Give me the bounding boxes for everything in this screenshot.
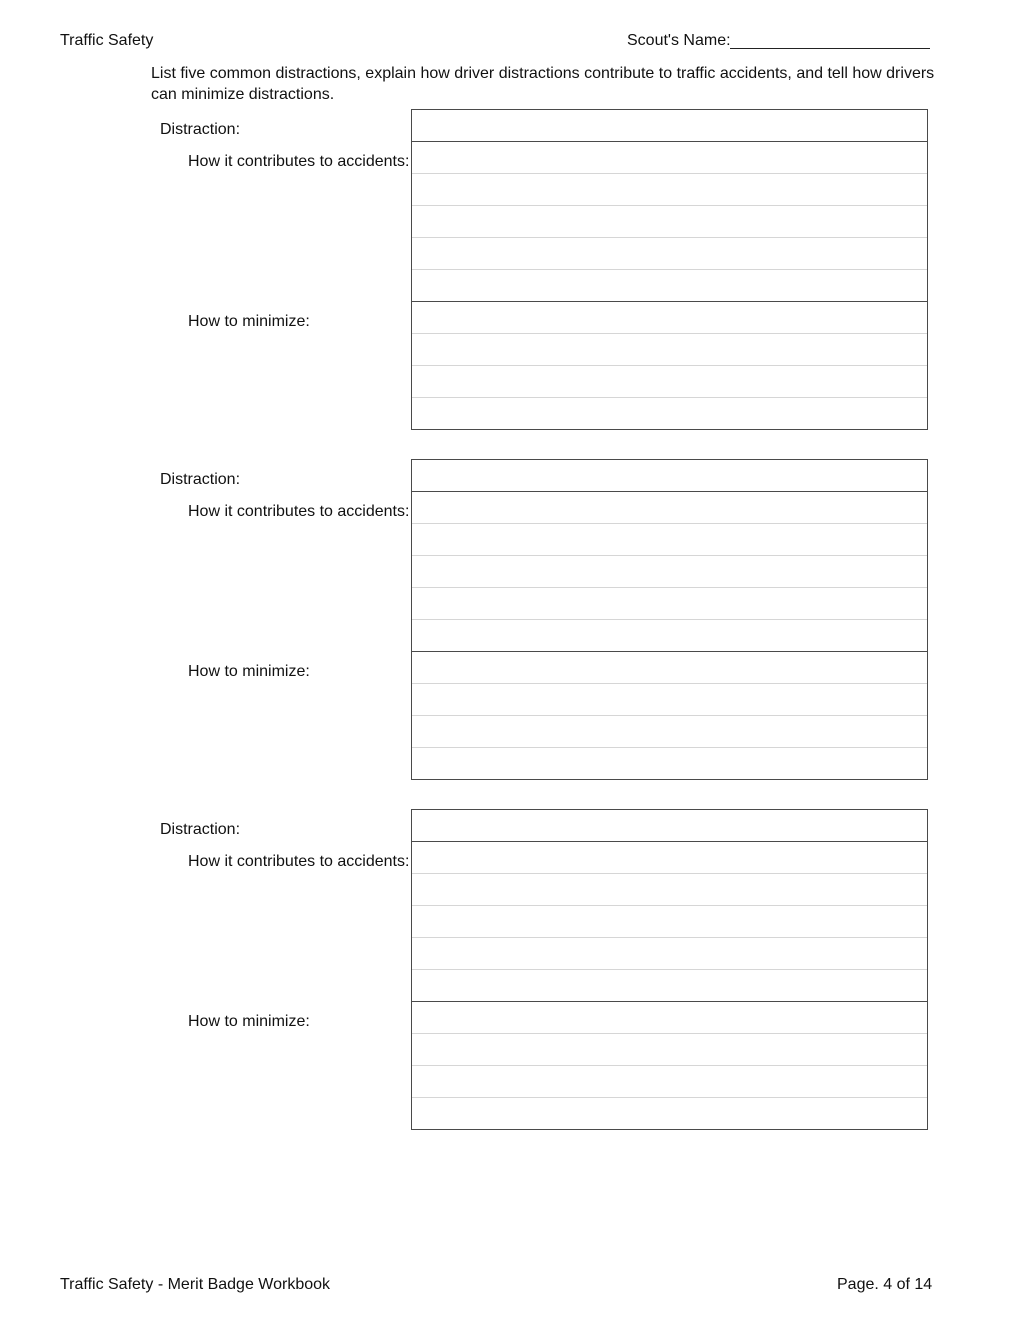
minimize-answer-line[interactable] (412, 366, 927, 398)
contributes-answer-line[interactable] (412, 588, 927, 620)
contributes-answer-line[interactable] (412, 874, 927, 906)
minimize-label: How to minimize: (188, 313, 310, 330)
minimize-answer-line[interactable] (412, 1034, 927, 1066)
distraction-answer-box (411, 109, 928, 430)
minimize-answer-line[interactable] (412, 1098, 927, 1129)
contributes-answer-line[interactable] (412, 174, 927, 206)
footer-workbook-title: Traffic Safety - Merit Badge Workbook (60, 1276, 331, 1293)
minimize-answer-line[interactable] (412, 748, 927, 779)
minimize-answer-line[interactable] (412, 398, 927, 429)
minimize-answer-line[interactable] (412, 1002, 927, 1034)
distraction-label: Distraction: (160, 821, 241, 838)
minimize-label: How to minimize: (188, 663, 310, 680)
contributes-label: How it contributes to accidents: (188, 153, 410, 170)
contributes-answer-line[interactable] (412, 842, 927, 874)
instructions-text: List five common distractions, explain how driver distractions contribute to traffic accidents, and tell how drivers can minimize distractions. (151, 65, 935, 103)
minimize-answer-line[interactable] (412, 684, 927, 716)
distraction-answer-box (411, 459, 928, 780)
distraction-answer-line[interactable] (412, 460, 927, 492)
distraction-label: Distraction: (160, 121, 241, 138)
contributes-answer-line[interactable] (412, 524, 927, 556)
minimize-answer-line[interactable] (412, 716, 927, 748)
contributes-label: How it contributes to accidents: (188, 853, 410, 870)
contributes-answer-line[interactable] (412, 938, 927, 970)
footer-page-number: Page. 4 of 14 (837, 1276, 933, 1293)
scout-name-field[interactable] (730, 48, 930, 49)
contributes-answer-line[interactable] (412, 970, 927, 1002)
contributes-answer-line[interactable] (412, 556, 927, 588)
contributes-answer-line[interactable] (412, 270, 927, 302)
contributes-answer-line[interactable] (412, 142, 927, 174)
minimize-answer-line[interactable] (412, 302, 927, 334)
distraction-answer-line[interactable] (412, 810, 927, 842)
minimize-answer-line[interactable] (412, 1066, 927, 1098)
contributes-answer-line[interactable] (412, 620, 927, 652)
minimize-answer-line[interactable] (412, 334, 927, 366)
scout-name-label: Scout's Name: (627, 32, 731, 49)
distraction-answer-line[interactable] (412, 110, 927, 142)
contributes-answer-line[interactable] (412, 206, 927, 238)
contributes-answer-line[interactable] (412, 492, 927, 524)
contributes-answer-line[interactable] (412, 238, 927, 270)
contributes-label: How it contributes to accidents: (188, 503, 410, 520)
minimize-label: How to minimize: (188, 1013, 310, 1030)
page-header-title: Traffic Safety (60, 32, 154, 49)
distraction-answer-box (411, 809, 928, 1130)
minimize-answer-line[interactable] (412, 652, 927, 684)
distraction-label: Distraction: (160, 471, 241, 488)
contributes-answer-line[interactable] (412, 906, 927, 938)
